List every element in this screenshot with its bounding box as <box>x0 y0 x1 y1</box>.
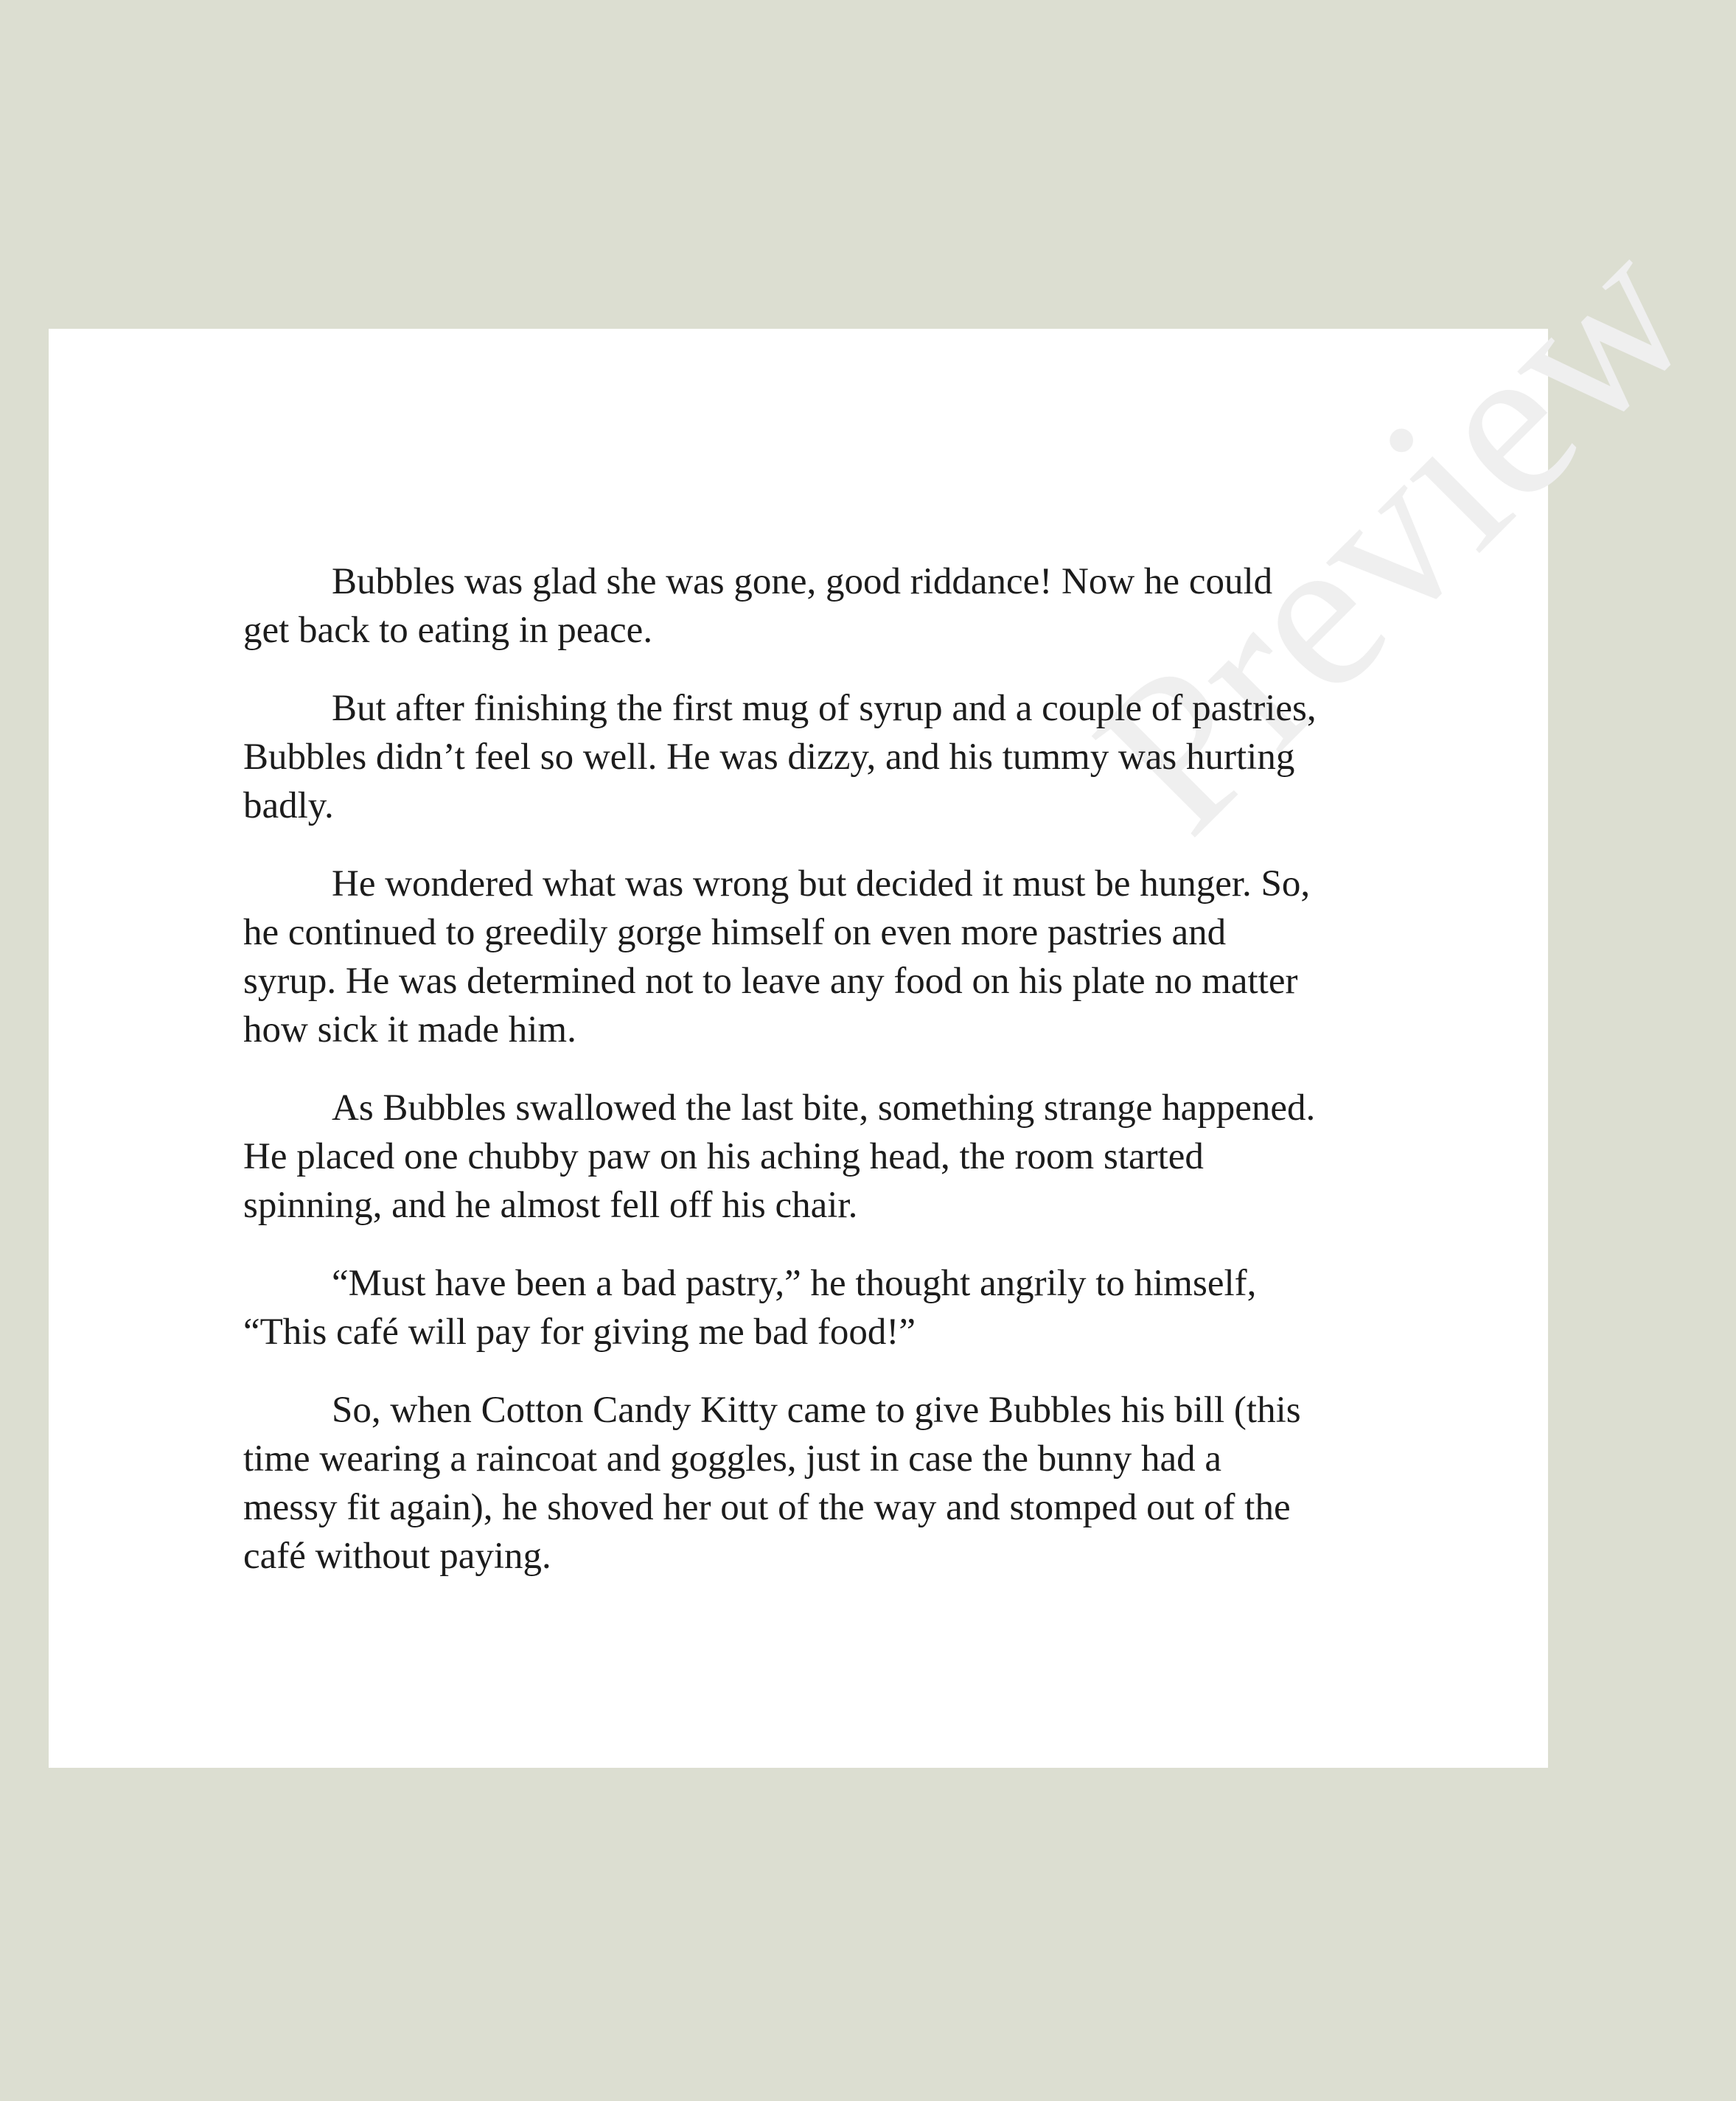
paragraph-2: But after finishing the first mug of syrup and a couple of pastries, Bubbles didn’t feel so well. He was dizzy, and his tummy was hurting badly. <box>243 688 1317 826</box>
book-page <box>49 191 1736 1768</box>
paragraph-3: He wondered what was wrong but decided it must be hunger. So, he continued to greedily gorge himself on even more pastries and syrup. He was determined not to leave any food on his plate no matter how sick it made him. <box>243 863 1311 1050</box>
story-text <box>243 557 1320 1610</box>
paragraph-1: Bubbles was glad she was gone, good riddance! Now he could get back to eating in peace. <box>243 561 1273 651</box>
paragraph-6: So, when Cotton Candy Kitty came to give Bubbles his bill (this time wearing a raincoat and goggles, just in case the bunny had a messy fit again), he shoved her out of the way and stomped out of the café without paying. <box>243 1390 1301 1577</box>
preview-watermark: Preview <box>1050 191 1736 877</box>
paragraph-5: “Must have been a bad pastry,” he thought angrily to himself, “This café will pay for giving me bad food!” <box>243 1263 1257 1353</box>
paragraph-4: As Bubbles swallowed the last bite, something strange happened. He placed one chubby paw on his aching head, the room started spinning, and he almost fell off his chair. <box>243 1087 1316 1226</box>
